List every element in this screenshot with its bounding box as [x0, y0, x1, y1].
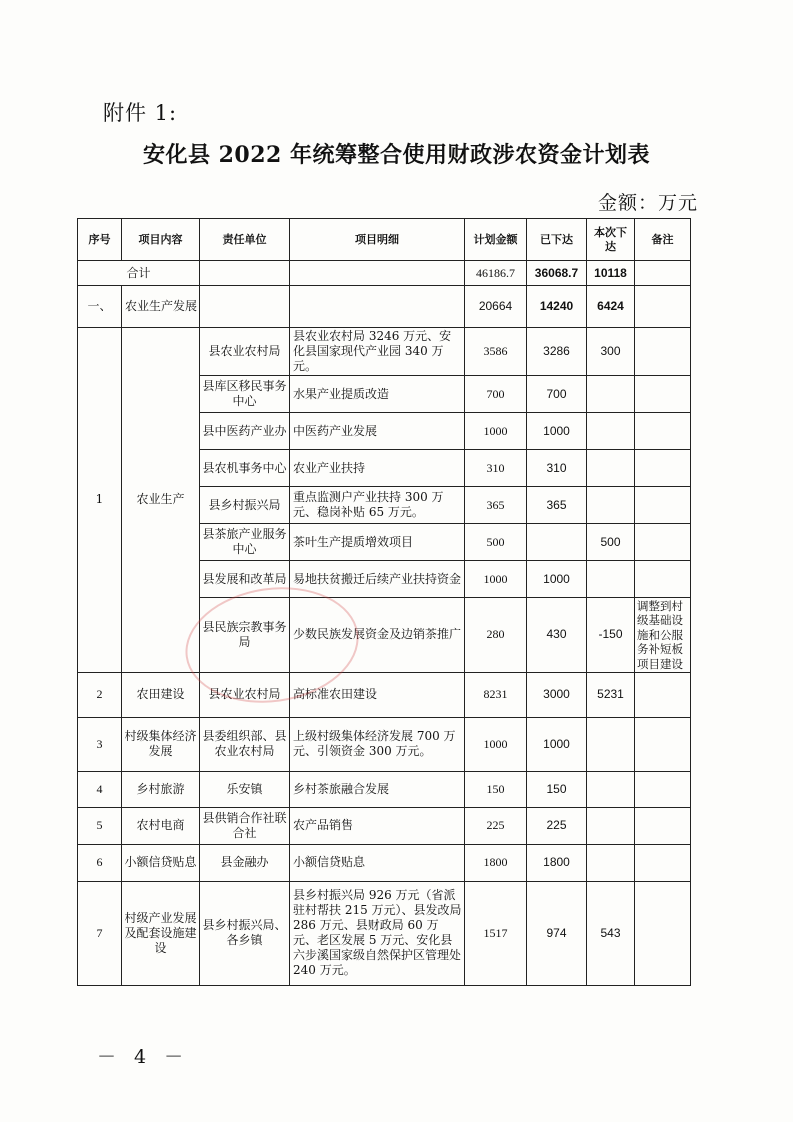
row-seq: 7	[78, 881, 122, 985]
section-remark-cell	[635, 286, 691, 328]
row-unit: 县农机事务中心	[200, 450, 290, 487]
row-seq: 2	[78, 672, 122, 717]
row-unit: 县中医药产业办	[200, 413, 290, 450]
row-remark	[635, 450, 691, 487]
header-issued: 已下达	[527, 219, 587, 261]
row-remark	[635, 807, 691, 844]
row-remark	[635, 487, 691, 524]
row-current	[587, 717, 635, 771]
row-content: 乡村旅游	[122, 771, 200, 807]
group1-content: 农业生产	[122, 328, 200, 673]
row-plan: 1000	[465, 413, 527, 450]
row-detail: 水果产业提质改造	[290, 376, 465, 413]
section-current: 6424	[587, 286, 635, 328]
header-current: 本次下达	[587, 219, 635, 261]
row-current	[587, 771, 635, 807]
attachment-label: 附件 1:	[103, 101, 178, 125]
row-remark	[635, 328, 691, 376]
row-detail: 农产品销售	[290, 807, 465, 844]
row-content: 农村电商	[122, 807, 200, 844]
total-current: 10118	[587, 261, 635, 286]
table-row	[78, 881, 691, 985]
row-content: 农田建设	[122, 672, 200, 717]
row-issued: 225	[527, 807, 587, 844]
row-unit: 县乡村振兴局、各乡镇	[200, 881, 290, 985]
row-current	[587, 561, 635, 598]
row-remark: 调整到村级基础设施和公服务补短板项目建设	[635, 598, 691, 673]
row-unit: 乐安镇	[200, 771, 290, 807]
header-remark: 备注	[635, 219, 691, 261]
section-plan: 20664	[465, 286, 527, 328]
row-issued: 1000	[527, 561, 587, 598]
section-issued: 14240	[527, 286, 587, 328]
header-detail: 项目明细	[290, 219, 465, 261]
row-current	[587, 844, 635, 881]
row-detail: 县农业农村局 3246 万元、安化县国家现代产业园 340 万元。	[290, 328, 465, 376]
funding-plan-table	[77, 218, 691, 986]
page-number: － 4 －	[97, 1046, 190, 1068]
section-detail-cell	[290, 286, 465, 328]
row-plan: 225	[465, 807, 527, 844]
row-remark	[635, 413, 691, 450]
row-seq: 6	[78, 844, 122, 881]
row-unit: 县发展和改革局	[200, 561, 290, 598]
header-unit: 责任单位	[200, 219, 290, 261]
row-detail: 中医药产业发展	[290, 413, 465, 450]
row-unit: 县供销合作社联合社	[200, 807, 290, 844]
row-current	[587, 413, 635, 450]
row-plan: 280	[465, 598, 527, 673]
total-plan: 46186.7	[465, 261, 527, 286]
row-issued: 430	[527, 598, 587, 673]
row-issued: 700	[527, 376, 587, 413]
row-current: 543	[587, 881, 635, 985]
row-remark	[635, 376, 691, 413]
unit-label: 金额：万元	[598, 192, 699, 214]
row-issued: 1800	[527, 844, 587, 881]
total-unit-cell	[200, 261, 290, 286]
group1-seq: 1	[78, 328, 122, 673]
row-seq: 3	[78, 717, 122, 771]
row-plan: 365	[465, 487, 527, 524]
row-issued: 310	[527, 450, 587, 487]
row-issued: 3286	[527, 328, 587, 376]
row-plan: 3586	[465, 328, 527, 376]
header-seq: 序号	[78, 219, 122, 261]
table-row	[78, 672, 691, 717]
row-plan: 500	[465, 524, 527, 561]
row-detail: 高标准农田建设	[290, 672, 465, 717]
row-detail: 乡村茶旅融合发展	[290, 771, 465, 807]
row-unit: 县农业农村局	[200, 672, 290, 717]
row-detail: 县乡村振兴局 926 万元（省派驻村帮扶 215 万元）、县发改局 286 万元、县财政局 60 万元、老区发展 5 万元、安化县六步溪国家级自然保护区管理处 240 万元。	[290, 881, 465, 985]
row-plan: 310	[465, 450, 527, 487]
row-issued: 1000	[527, 717, 587, 771]
row-plan: 1000	[465, 561, 527, 598]
row-unit: 县金融办	[200, 844, 290, 881]
row-plan: 700	[465, 376, 527, 413]
row-unit: 县库区移民事务中心	[200, 376, 290, 413]
document-title: 安化县 2022 年统筹整合使用财政涉农资金计划表	[142, 142, 651, 168]
row-detail: 少数民族发展资金及边销茶推广	[290, 598, 465, 673]
row-remark	[635, 771, 691, 807]
row-unit: 县农业农村局	[200, 328, 290, 376]
row-remark	[635, 844, 691, 881]
row-issued	[527, 524, 587, 561]
total-label: 合计	[78, 261, 200, 286]
row-unit: 县茶旅产业服务中心	[200, 524, 290, 561]
table-row	[78, 717, 691, 771]
total-row	[78, 261, 691, 286]
row-detail: 农业产业扶持	[290, 450, 465, 487]
row-issued: 974	[527, 881, 587, 985]
header-content: 项目内容	[122, 219, 200, 261]
row-plan: 1517	[465, 881, 527, 985]
section-label: 农业生产发展	[122, 286, 200, 328]
table-row	[78, 807, 691, 844]
total-remark-cell	[635, 261, 691, 286]
row-content: 村级集体经济发展	[122, 717, 200, 771]
row-plan: 8231	[465, 672, 527, 717]
total-issued: 36068.7	[527, 261, 587, 286]
row-unit: 县乡村振兴局	[200, 487, 290, 524]
row-issued: 1000	[527, 413, 587, 450]
row-issued: 3000	[527, 672, 587, 717]
row-remark	[635, 524, 691, 561]
row-unit: 县委组织部、县农业农村局	[200, 717, 290, 771]
row-content: 村级产业发展及配套设施建设	[122, 881, 200, 985]
row-detail: 易地扶贫搬迁后续产业扶持资金	[290, 561, 465, 598]
row-current	[587, 376, 635, 413]
total-detail-cell	[290, 261, 465, 286]
row-plan: 150	[465, 771, 527, 807]
row-detail: 重点监测户产业扶持 300 万元、稳岗补贴 65 万元。	[290, 487, 465, 524]
row-current: 500	[587, 524, 635, 561]
row-current	[587, 450, 635, 487]
row-current: 300	[587, 328, 635, 376]
table-row	[78, 771, 691, 807]
row-plan: 1000	[465, 717, 527, 771]
row-current	[587, 807, 635, 844]
row-remark	[635, 717, 691, 771]
section-row	[78, 286, 691, 328]
row-current	[587, 487, 635, 524]
row-seq: 5	[78, 807, 122, 844]
section-unit-cell	[200, 286, 290, 328]
row-plan: 1800	[465, 844, 527, 881]
row-unit: 县民族宗教事务局	[200, 598, 290, 673]
row-detail: 茶叶生产提质增效项目	[290, 524, 465, 561]
row-content: 小额信贷贴息	[122, 844, 200, 881]
row-remark	[635, 881, 691, 985]
row-current: 5231	[587, 672, 635, 717]
row-detail: 上级村级集体经济发展 700 万元、引领资金 300 万元。	[290, 717, 465, 771]
section-seq: 一、	[78, 286, 122, 328]
row-issued: 150	[527, 771, 587, 807]
row-detail: 小额信贷贴息	[290, 844, 465, 881]
row-remark	[635, 561, 691, 598]
row-current: -150	[587, 598, 635, 673]
row-issued: 365	[527, 487, 587, 524]
table-row	[78, 328, 691, 376]
header-plan: 计划金额	[465, 219, 527, 261]
row-seq: 4	[78, 771, 122, 807]
row-remark	[635, 672, 691, 717]
table-header-row	[78, 219, 691, 261]
table-row	[78, 844, 691, 881]
